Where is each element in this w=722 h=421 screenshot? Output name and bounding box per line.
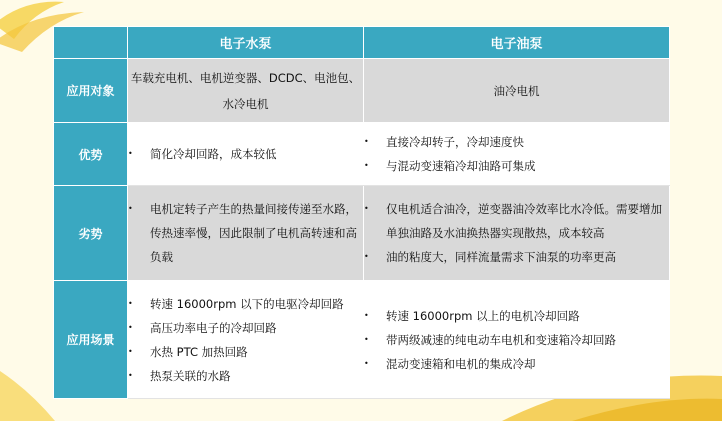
water-disadvantage-1: 电机定转子产生的热量间接传递至水路，传热速率慢，因此限制了电机高转速和高负载 <box>150 202 357 264</box>
list-item <box>364 130 669 154</box>
bullet-icon: • <box>364 310 369 320</box>
list-item <box>364 352 669 376</box>
bullet-icon: • <box>364 161 369 170</box>
list-item <box>128 364 363 388</box>
oil-application-target-cell <box>364 59 670 123</box>
list-item <box>128 340 363 364</box>
table-header-row <box>54 27 670 59</box>
list-item <box>128 197 363 269</box>
oil-scenarios-cell <box>364 281 670 399</box>
water-application-target-cell <box>128 59 364 123</box>
table-row-advantages <box>54 123 670 186</box>
water-disadvantages-cell <box>128 186 364 281</box>
table-row-disadvantages <box>54 186 670 281</box>
pump-comparison-table <box>53 26 670 399</box>
oil-scenario-3: 混动变速箱和电机的集成冷却 <box>386 356 536 371</box>
list-item <box>128 292 363 316</box>
list-item <box>364 245 669 269</box>
list-item <box>364 328 669 352</box>
oil-advantage-1: 直接冷却转子，冷却速度快 <box>386 135 524 149</box>
header-corner-cell <box>54 27 128 59</box>
list-item <box>364 197 669 245</box>
bullet-icon: • <box>364 204 369 213</box>
table-row-application-target <box>54 59 670 123</box>
bullet-icon: • <box>364 358 369 368</box>
oil-disadvantage-1: 仅电机适合油冷，逆变器油冷效率比水冷低。需要增加单独油路及水油换热器实现散热，成本较高 <box>386 202 662 240</box>
table-row-application-scenarios <box>54 281 670 399</box>
oil-disadvantages-cell <box>364 186 670 281</box>
bullet-icon: • <box>128 298 133 308</box>
oil-advantages-cell <box>364 123 670 186</box>
header-electronic-water-pump: 电子水泵 <box>128 27 364 59</box>
list-item <box>364 304 669 328</box>
bullet-icon: • <box>364 334 369 344</box>
list-item <box>128 316 363 340</box>
water-scenario-4: 热泵关联的水路 <box>150 368 231 383</box>
water-application-target-text: 车载充电机、电机逆变器、DCDC、电池包、水冷电机 <box>130 70 361 111</box>
water-scenarios-cell <box>128 281 364 399</box>
row-label-application-target: 应用对象 <box>54 59 128 123</box>
water-scenario-3: 水热 PTC 加热回路 <box>150 344 248 359</box>
water-scenario-1: 转速 16000rpm 以下的电驱冷却回路 <box>150 296 344 311</box>
bullet-icon: • <box>364 137 369 146</box>
comparison-table-container <box>53 26 669 398</box>
oil-application-target-text: 油冷电机 <box>493 83 540 98</box>
water-advantage-1: 简化冷却回路，成本较低 <box>150 147 277 161</box>
bullet-icon: • <box>128 322 133 332</box>
row-label-application-scenarios: 应用场景 <box>54 281 128 399</box>
bullet-icon: • <box>128 370 133 380</box>
oil-advantage-2: 与混动变速箱冷却油路可集成 <box>386 159 536 173</box>
water-scenario-2: 高压功率电子的冷却回路 <box>150 320 277 335</box>
bullet-icon: • <box>128 149 133 158</box>
oil-disadvantage-2: 油的粘度大，同样流量需求下油泵的功率更高 <box>386 250 616 264</box>
row-label-disadvantages: 劣势 <box>54 186 128 281</box>
bullet-icon: • <box>128 346 133 356</box>
list-item <box>128 142 363 166</box>
list-item <box>364 154 669 178</box>
oil-scenario-1: 转速 16000rpm 以上的电机冷却回路 <box>386 308 580 323</box>
bullet-icon: • <box>128 204 133 213</box>
bullet-icon: • <box>364 252 369 261</box>
header-electronic-oil-pump: 电子油泵 <box>364 27 670 59</box>
oil-scenario-2: 带两级减速的纯电动车电机和变速箱冷却回路 <box>386 332 616 347</box>
water-advantages-cell <box>128 123 364 186</box>
row-label-advantages: 优势 <box>54 123 128 186</box>
decorative-swoosh-bottom-left <box>0 351 60 421</box>
